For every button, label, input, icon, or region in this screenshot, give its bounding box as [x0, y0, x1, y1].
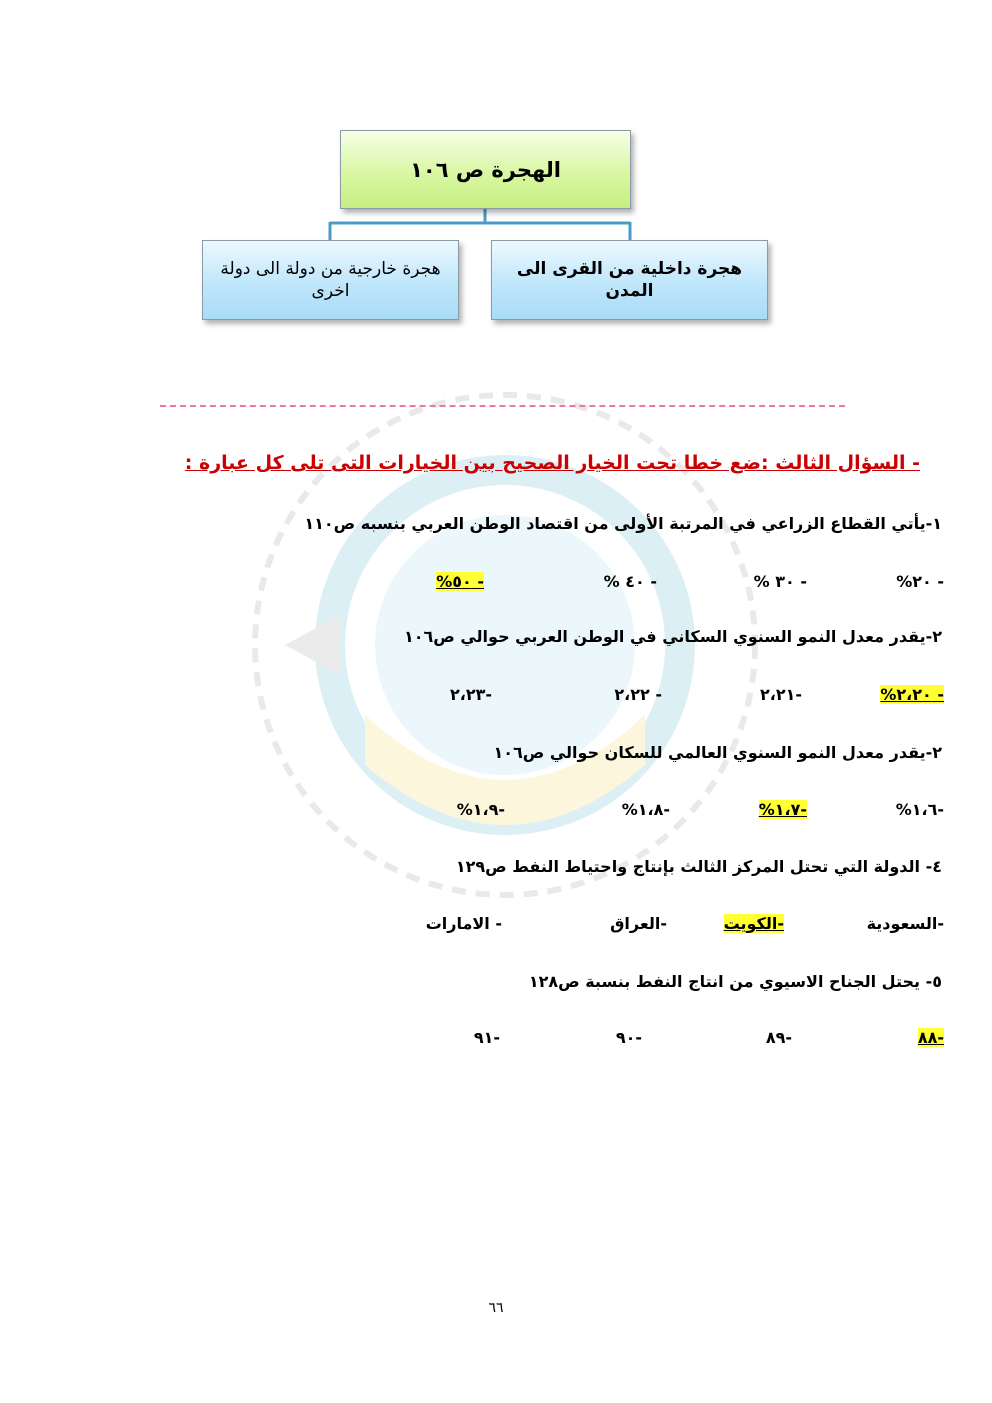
q3-correct-answer: -١،٧%	[758, 800, 807, 819]
section-divider	[160, 405, 845, 409]
diagram-external-migration-box	[202, 240, 459, 320]
q2-option-3: - ٢،٢٢	[614, 685, 662, 704]
question-5: ٥- يحتل الجناح الاسيوي من انتاج النفط بنسبة ص١٢٨	[528, 972, 942, 991]
q4-option-2	[724, 914, 784, 933]
q4-option-4: - الامارات	[425, 914, 502, 933]
q4-option-1: -السعودية	[866, 914, 944, 933]
diagram-right-label: هجرة داخلية من القرى الى المدن	[516, 259, 743, 301]
q3-option-4: -١،٩%	[456, 800, 505, 819]
q3-option-2	[759, 800, 807, 819]
diagram-root-label: الهجرة ص ١٠٦	[410, 157, 561, 182]
page-number: ٦٦	[488, 1300, 504, 1316]
q5-option-4: -٩١	[473, 1028, 500, 1047]
diagram-internal-migration-box	[491, 240, 768, 320]
q1-option-4	[436, 572, 484, 591]
q2-option-2: -٢،٢١	[759, 685, 802, 704]
q2-correct-answer: - ٢،٢٠%	[880, 685, 944, 704]
q2-option-4: -٢،٢٣	[449, 685, 492, 704]
q5-correct-answer: -٨٨	[917, 1028, 944, 1047]
q2-option-1	[880, 685, 944, 704]
q1-correct-answer: - ٥٠%	[436, 572, 484, 591]
question-1: ١-يأتي القطاع الزراعي في المرتبة الأولى من اقتصاد الوطن العربي بنسبه ص١١٠	[304, 514, 942, 533]
q3-option-3: -١،٨%	[621, 800, 670, 819]
q4-correct-answer: -الكويت	[723, 914, 784, 933]
q1-option-1: - ٢٠%	[896, 572, 944, 591]
diagram-root-box	[340, 130, 631, 209]
q5-option-3: -٩٠	[615, 1028, 642, 1047]
diagram-left-label: هجرة خارجية من دولة الى دولة اخرى	[220, 259, 441, 301]
q5-option-2: -٨٩	[765, 1028, 792, 1047]
question-heading: - السؤال الثالث :ضع خطا تحت الخيار الصحيح بين الخيارات التى تلى كل عبارة :	[184, 452, 920, 474]
q1-option-3: - ٤٠ %	[603, 572, 657, 591]
question-2: ٢-يقدر معدل النمو السنوي السكاني في الوطن العربي حوالي ص١٠٦	[403, 627, 942, 646]
question-3: ٢-يقدر معدل النمو السنوي العالمي للسكان حوالي ص١٠٦	[493, 743, 942, 762]
q1-option-2: - ٣٠ %	[753, 572, 807, 591]
q4-option-3: -العراق	[610, 914, 667, 933]
q5-option-1	[918, 1028, 944, 1047]
question-4: ٤- الدولة التي تحتل المركز الثالث بإنتاج واحتياط النفط ص١٢٩	[455, 857, 942, 876]
q3-option-1: -١،٦%	[895, 800, 944, 819]
